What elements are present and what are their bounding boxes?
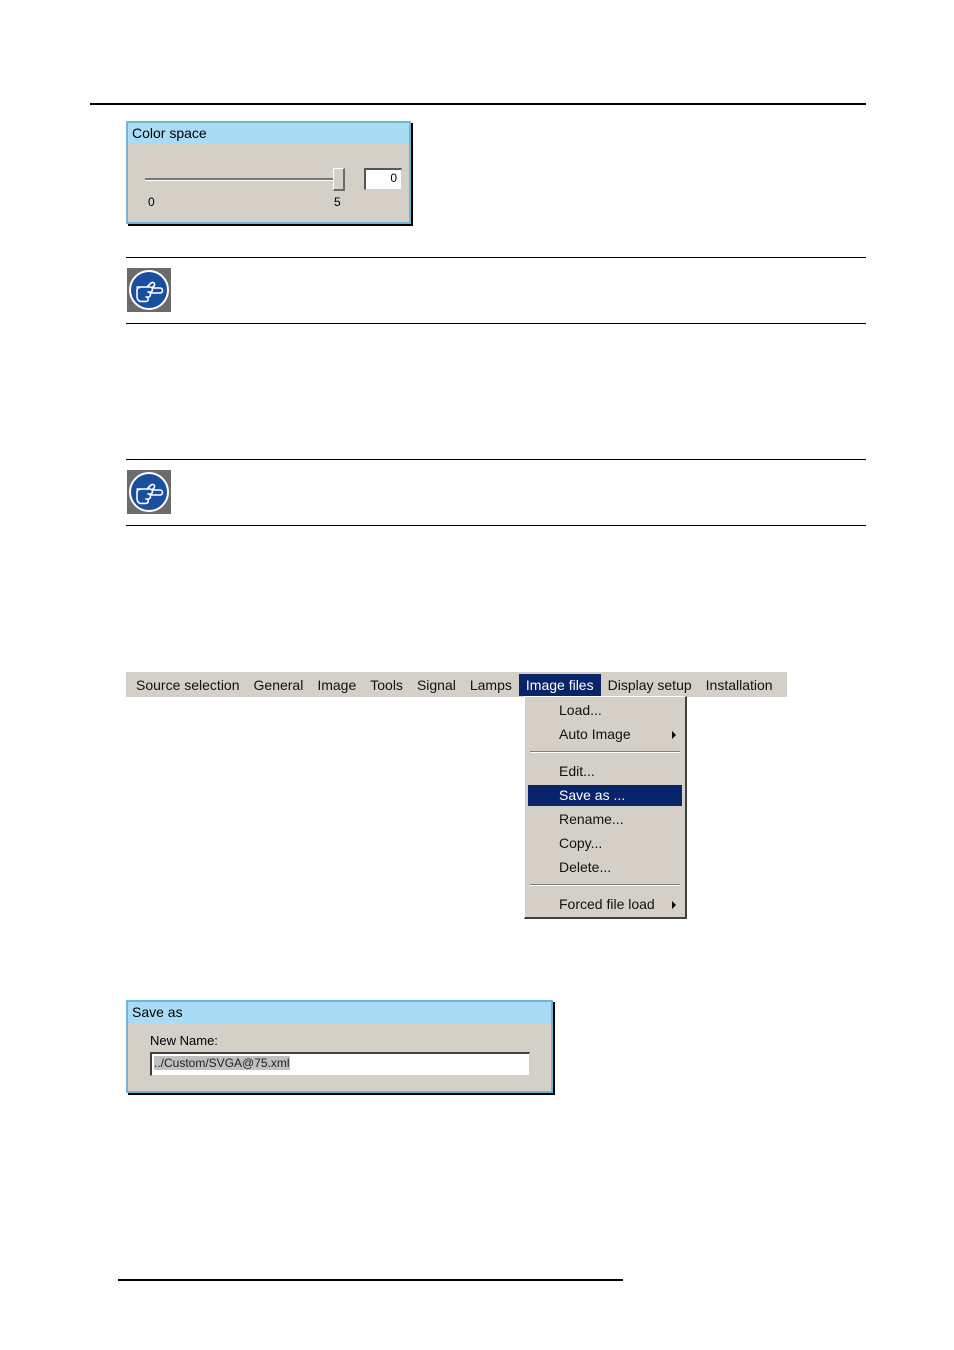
menu-item-label: Copy... bbox=[559, 835, 603, 851]
footer-rule bbox=[118, 1279, 623, 1281]
slider-min-label: 0 bbox=[148, 195, 155, 209]
note2-bottom-rule bbox=[126, 525, 866, 526]
menu-separator bbox=[530, 884, 680, 886]
new-name-label: New Name: bbox=[150, 1033, 218, 1048]
menu-item-auto-image[interactable] bbox=[528, 724, 682, 745]
menu-tools[interactable]: Tools bbox=[370, 676, 403, 693]
color-space-dialog bbox=[126, 121, 411, 224]
note1-top-rule bbox=[126, 257, 866, 258]
pointing-hand-icon bbox=[127, 268, 171, 312]
submenu-arrow-icon bbox=[672, 901, 676, 909]
menu-signal[interactable]: Signal bbox=[416, 676, 456, 693]
menu-separator bbox=[530, 751, 680, 753]
menu-item-copy[interactable] bbox=[528, 833, 682, 854]
menu-item-edit[interactable] bbox=[528, 761, 682, 782]
menu-item-label: Rename... bbox=[559, 811, 624, 827]
menu-item-delete[interactable] bbox=[528, 857, 682, 878]
menu-item-label: Delete... bbox=[559, 859, 612, 875]
menu-item-label: Load... bbox=[559, 702, 602, 718]
menu-display-setup[interactable]: Display setup bbox=[607, 676, 692, 693]
menu-item-rename[interactable] bbox=[528, 809, 682, 830]
menu-item-label: Forced file load bbox=[559, 896, 655, 912]
pointing-hand-icon bbox=[127, 470, 171, 514]
submenu-arrow-icon bbox=[672, 731, 676, 739]
menu-general[interactable]: General bbox=[253, 676, 304, 693]
menu-image[interactable]: Image bbox=[317, 676, 357, 693]
new-name-value: ../Custom/SVGA@75.xml bbox=[154, 1056, 290, 1070]
main-menubar bbox=[126, 672, 787, 697]
menu-item-label: Auto Image bbox=[559, 726, 631, 742]
menu-installation[interactable]: Installation bbox=[705, 676, 773, 693]
note-icon-box bbox=[127, 268, 171, 312]
menu-image-files[interactable]: Image files bbox=[519, 674, 601, 696]
note2-top-rule bbox=[126, 459, 866, 460]
menu-item-save-as[interactable] bbox=[528, 785, 682, 806]
image-files-dropdown bbox=[524, 696, 687, 919]
new-name-input[interactable] bbox=[150, 1052, 530, 1076]
color-space-dialog-title: Color space bbox=[128, 123, 409, 144]
slider-max-label: 5 bbox=[334, 195, 341, 209]
save-as-dialog bbox=[126, 1000, 553, 1093]
menu-item-label: Save as ... bbox=[559, 787, 626, 803]
color-space-slider-thumb[interactable] bbox=[333, 168, 345, 191]
color-space-value-input[interactable]: 0 bbox=[364, 168, 402, 190]
note-icon-box bbox=[127, 470, 171, 514]
save-as-dialog-title: Save as bbox=[128, 1002, 551, 1023]
note1-bottom-rule bbox=[126, 323, 866, 324]
color-space-slider-track[interactable] bbox=[145, 178, 345, 181]
menu-source-selection[interactable]: Source selection bbox=[136, 676, 240, 693]
menu-item-forced-file-load[interactable] bbox=[528, 894, 682, 915]
menu-lamps[interactable]: Lamps bbox=[469, 676, 512, 693]
menu-item-label: Edit... bbox=[559, 763, 595, 779]
menu-item-load[interactable] bbox=[528, 700, 682, 721]
header-rule bbox=[90, 103, 866, 105]
